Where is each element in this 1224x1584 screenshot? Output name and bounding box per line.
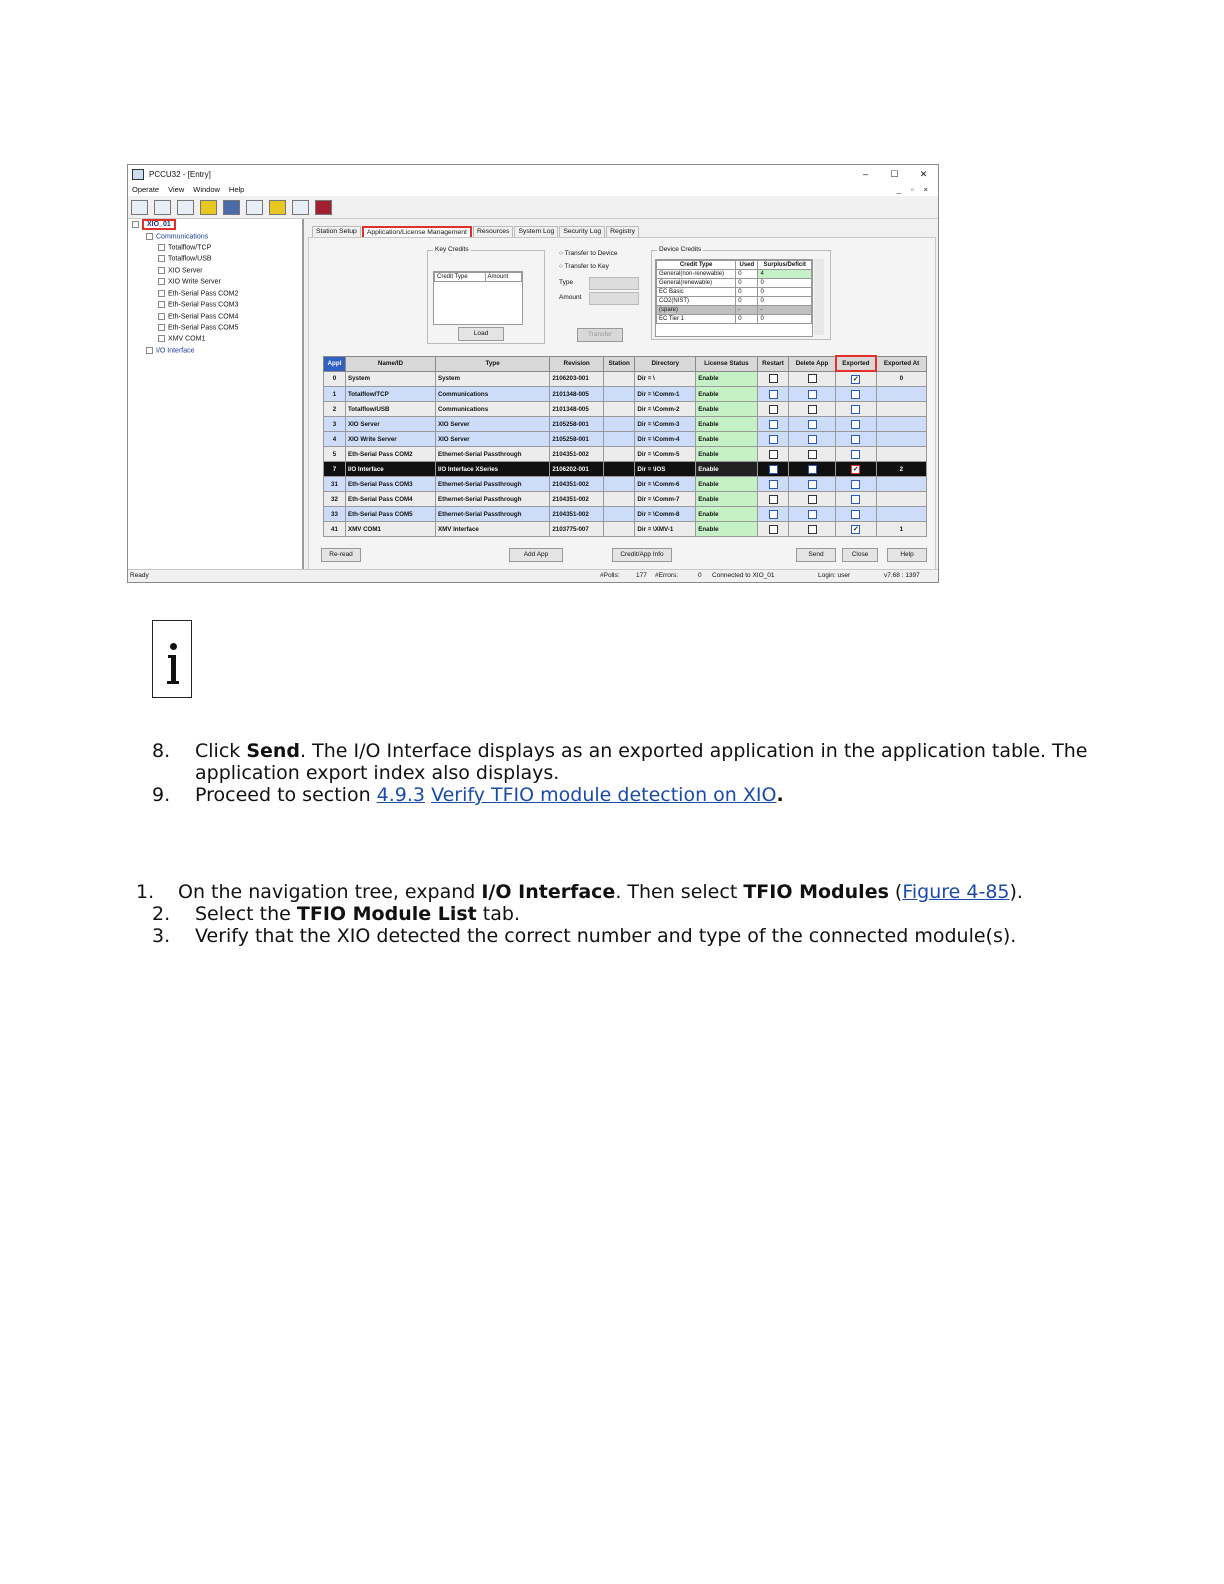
restart-cell xyxy=(757,371,789,387)
delete-app-cell xyxy=(789,432,836,447)
app-cell-at xyxy=(876,477,926,492)
app-cell-name: Totalflow/USB xyxy=(345,402,435,417)
delete-app-checkbox[interactable] xyxy=(808,465,817,474)
tree-item[interactable]: XMV COM1 xyxy=(158,335,205,342)
figure-link[interactable]: Figure 4-85 xyxy=(902,881,1010,903)
exported-checkbox[interactable] xyxy=(851,480,860,489)
tree-item[interactable]: Eth-Serial Pass COM5 xyxy=(158,324,238,331)
app-cell-at: 1 xyxy=(876,522,926,537)
delete-app-checkbox[interactable] xyxy=(808,480,817,489)
app-table-header[interactable]: Type xyxy=(435,356,549,371)
app-cell-station xyxy=(603,402,634,417)
app-icon xyxy=(132,169,144,180)
app-cell-lic: Enable xyxy=(696,507,757,522)
app-cell-dir: Dir = \Comm-3 xyxy=(635,417,696,432)
step-1-number: 1. xyxy=(136,881,155,903)
amount-label: Amount xyxy=(559,294,582,301)
help-button[interactable]: Help xyxy=(887,548,927,562)
schema-tool-icon[interactable] xyxy=(177,200,194,215)
app-cell-at xyxy=(876,432,926,447)
app-cell-at xyxy=(876,387,926,402)
delete-app-checkbox[interactable] xyxy=(808,374,817,383)
restart-cell xyxy=(757,432,789,447)
errors-value: 0 xyxy=(698,572,702,579)
menu-help[interactable]: Help xyxy=(228,185,245,194)
app-cell-name: Totalflow/TCP xyxy=(345,387,435,402)
delete-app-checkbox[interactable] xyxy=(808,390,817,399)
tree-item[interactable]: Eth-Serial Pass COM2 xyxy=(158,290,238,297)
dc-cell: 0 xyxy=(736,279,758,288)
transfer-to-device-radio[interactable]: ○ Transfer to Device xyxy=(559,250,618,257)
app-cell-rev: 2105258-001 xyxy=(550,417,604,432)
add-app-button[interactable]: Add App xyxy=(509,548,563,562)
delete-app-cell xyxy=(789,522,836,537)
dc-cell: 0 xyxy=(736,288,758,297)
send-button[interactable]: Send xyxy=(796,548,836,562)
exported-cell xyxy=(836,387,876,402)
app-cell-appl: 32 xyxy=(324,492,346,507)
dc-cell: 4 xyxy=(758,270,812,279)
app-cell-station xyxy=(603,507,634,522)
app-table-header[interactable]: Revision xyxy=(550,356,604,371)
restart-checkbox[interactable] xyxy=(769,450,778,459)
restart-checkbox[interactable] xyxy=(769,495,778,504)
dc-cell: 0 xyxy=(758,279,812,288)
app-cell-appl: 31 xyxy=(324,477,346,492)
section-link[interactable]: 4.9.3 xyxy=(376,784,426,806)
tree-root[interactable]: XIO_01 xyxy=(132,221,176,228)
app-cell-name: XIO Server xyxy=(345,417,435,432)
app-cell-type: XIO Server xyxy=(435,417,549,432)
tree-item[interactable]: XIO Server xyxy=(158,267,203,274)
tab-registry[interactable]: Registry xyxy=(606,226,639,239)
app-table-row[interactable] xyxy=(324,432,927,447)
polls-label: #Polls: xyxy=(600,572,620,579)
app-cell-rev: 2101348-005 xyxy=(550,387,604,402)
app-cell-at: 2 xyxy=(876,462,926,477)
transfer-button[interactable]: Transfer xyxy=(577,328,623,342)
app-cell-rev: 2106202-001 xyxy=(550,462,604,477)
app-cell-dir: Dir = \Comm-5 xyxy=(635,447,696,462)
app-table-row[interactable] xyxy=(324,417,927,432)
exported-checkbox[interactable] xyxy=(851,525,860,534)
app-cell-dir: Dir = \IOS xyxy=(635,462,696,477)
exported-checkbox[interactable] xyxy=(851,375,860,384)
app-cell-name: Eth-Serial Pass COM2 xyxy=(345,447,435,462)
exported-cell xyxy=(836,402,876,417)
delete-app-cell xyxy=(789,492,836,507)
app-table-row[interactable] xyxy=(324,522,927,537)
app-cell-dir: Dir = \Comm-7 xyxy=(635,492,696,507)
app-cell-dir: Dir = \Comm-1 xyxy=(635,387,696,402)
app-table-header[interactable]: Appl xyxy=(324,356,346,371)
app-cell-name: XIO Write Server xyxy=(345,432,435,447)
exported-cell xyxy=(836,462,876,477)
app-cell-appl: 33 xyxy=(324,507,346,522)
restart-cell xyxy=(757,387,789,402)
app-cell-appl: 1 xyxy=(324,387,346,402)
app-table-row[interactable] xyxy=(324,447,927,462)
exported-cell xyxy=(836,522,876,537)
device-credits-label: Device Credits xyxy=(659,246,702,253)
delete-app-checkbox[interactable] xyxy=(808,525,817,534)
app-cell-at: 0 xyxy=(876,371,926,387)
app-cell-at xyxy=(876,492,926,507)
app-cell-station xyxy=(603,492,634,507)
menu-view[interactable]: View xyxy=(168,185,185,194)
restart-cell xyxy=(757,402,789,417)
app-cell-rev: 2103775-007 xyxy=(550,522,604,537)
delete-app-cell xyxy=(789,402,836,417)
delete-app-checkbox[interactable] xyxy=(808,510,817,519)
app-cell-dir: Dir = \ xyxy=(635,371,696,387)
delete-app-cell xyxy=(789,477,836,492)
key-credits-group xyxy=(427,246,545,344)
exported-checkbox[interactable] xyxy=(851,420,860,429)
app-table-header[interactable]: Delete App xyxy=(789,356,836,371)
app-cell-dir: Dir = \XMV-1 xyxy=(635,522,696,537)
dc-cell: (spare) xyxy=(657,306,736,315)
app-cell-type: Ethernet-Serial Passthrough xyxy=(435,447,549,462)
exported-cell xyxy=(836,432,876,447)
dc-cell: EC Basic xyxy=(657,288,736,297)
info-icon xyxy=(152,620,192,698)
app-cell-rev: 2106203-001 xyxy=(550,371,604,387)
toolbar xyxy=(128,196,938,219)
dc-cell: General(renewable) xyxy=(657,279,736,288)
dc-cell: EC Tier 1 xyxy=(657,315,736,324)
dc-cell: CO2(NIST) xyxy=(657,297,736,306)
errors-label: #Errors: xyxy=(655,572,679,579)
restart-checkbox[interactable] xyxy=(769,420,778,429)
app-cell-type: Ethernet-Serial Passthrough xyxy=(435,477,549,492)
restart-checkbox[interactable] xyxy=(769,510,778,519)
delete-app-cell xyxy=(789,417,836,432)
app-table-row[interactable] xyxy=(324,492,927,507)
app-table-header[interactable]: Exported xyxy=(836,356,876,371)
step-8-text: Click Send. The I/O Interface displays as an exported application in the application table. The xyxy=(195,740,1088,762)
verify-tfio-link[interactable]: Verify TFIO module detection on XIO xyxy=(431,784,777,806)
login-status: Login: user xyxy=(818,572,851,579)
dc-cell: - xyxy=(758,306,812,315)
exported-cell xyxy=(836,507,876,522)
transfer-to-key-radio[interactable]: ○ Transfer to Key xyxy=(559,263,609,270)
app-cell-appl: 5 xyxy=(324,447,346,462)
tree-io-interface[interactable]: I/O Interface xyxy=(146,347,195,354)
app-cell-lic: Enable xyxy=(696,522,757,537)
dc-header: Used xyxy=(736,261,758,270)
restart-cell xyxy=(757,522,789,537)
app-cell-lic: Enable xyxy=(696,371,757,387)
minimize-button[interactable]: – xyxy=(862,168,868,179)
app-cell-name: Eth-Serial Pass COM4 xyxy=(345,492,435,507)
key-credits-table[interactable] xyxy=(433,271,523,325)
type-select[interactable] xyxy=(589,277,639,290)
app-cell-station xyxy=(603,387,634,402)
dc-header: Credit Type xyxy=(657,261,736,270)
exported-checkbox[interactable] xyxy=(851,405,860,414)
delete-app-cell xyxy=(789,507,836,522)
step-2-number: 2. xyxy=(152,903,171,925)
application-table xyxy=(323,355,927,537)
delete-app-cell xyxy=(789,447,836,462)
load-button[interactable]: Load xyxy=(458,327,504,341)
tree-item[interactable]: Totalflow/TCP xyxy=(158,244,211,251)
app-cell-lic: Enable xyxy=(696,387,757,402)
entry-tool-icon[interactable] xyxy=(131,200,148,215)
app-cell-station xyxy=(603,432,634,447)
tab-station-setup[interactable]: Station Setup xyxy=(312,226,361,239)
app-cell-name: XMV COM1 xyxy=(345,522,435,537)
print-tool-icon[interactable] xyxy=(246,200,263,215)
app-table-row[interactable] xyxy=(324,402,927,417)
app-cell-dir: Dir = \Comm-2 xyxy=(635,402,696,417)
tab-system-log[interactable]: System Log xyxy=(514,226,558,239)
help-book-icon[interactable] xyxy=(315,200,332,215)
app-cell-at xyxy=(876,402,926,417)
restart-cell xyxy=(757,447,789,462)
dc-cell: 0 xyxy=(758,297,812,306)
tab-application-license[interactable]: Application/License Management xyxy=(362,226,472,239)
credit-app-info-button[interactable]: Credit/App Info xyxy=(612,548,672,562)
app-table-header[interactable]: License Status xyxy=(696,356,757,371)
app-cell-lic: Enable xyxy=(696,477,757,492)
app-cell-appl: 41 xyxy=(324,522,346,537)
app-cell-name: Eth-Serial Pass COM3 xyxy=(345,477,435,492)
delete-app-checkbox[interactable] xyxy=(808,495,817,504)
app-table-row[interactable] xyxy=(324,387,927,402)
exported-cell xyxy=(836,477,876,492)
app-cell-appl: 7 xyxy=(324,462,346,477)
collect-tool-icon[interactable] xyxy=(154,200,171,215)
app-cell-type: XIO Server xyxy=(435,432,549,447)
app-cell-lic: Enable xyxy=(696,417,757,432)
tree-item[interactable]: Eth-Serial Pass COM3 xyxy=(158,301,238,308)
type-label: Type xyxy=(559,279,574,286)
restart-cell xyxy=(757,507,789,522)
app-cell-station xyxy=(603,522,634,537)
menu-window[interactable]: Window xyxy=(193,185,220,194)
step-3-number: 3. xyxy=(152,925,171,947)
app-table-header[interactable]: Restart xyxy=(757,356,789,371)
app-cell-rev: 2104351-002 xyxy=(550,492,604,507)
exported-checkbox[interactable] xyxy=(851,390,860,399)
dc-cell: 0 xyxy=(736,297,758,306)
status-ready: Ready xyxy=(130,572,149,579)
exported-checkbox[interactable] xyxy=(851,495,860,504)
restart-checkbox[interactable] xyxy=(769,480,778,489)
pccu-window xyxy=(127,164,939,583)
app-cell-type: I/O Interface XSeries xyxy=(435,462,549,477)
app-cell-lic: Enable xyxy=(696,402,757,417)
step-9-text: Proceed to section 4.9.3 Verify TFIO module detection on XIO. xyxy=(195,784,784,806)
step-3-text: Verify that the XIO detected the correct number and type of the connected module(s). xyxy=(195,925,1017,947)
app-table-row[interactable] xyxy=(324,507,927,522)
exported-checkbox[interactable] xyxy=(851,465,860,474)
tree-item[interactable]: XIO Write Server xyxy=(158,278,221,285)
restart-cell xyxy=(757,417,789,432)
amount-select[interactable] xyxy=(589,292,639,305)
dc-cell: 0 xyxy=(758,288,812,297)
delete-app-cell xyxy=(789,387,836,402)
version-status: v7.68 : 1397 xyxy=(884,572,920,579)
exported-cell xyxy=(836,371,876,387)
dc-cell: 0 xyxy=(736,270,758,279)
tree-communications[interactable]: Communications xyxy=(146,233,208,240)
io-tool-icon[interactable] xyxy=(269,200,286,215)
app-table-row[interactable] xyxy=(324,462,927,477)
restart-checkbox[interactable] xyxy=(769,374,778,383)
app-cell-station xyxy=(603,447,634,462)
title-bar xyxy=(128,165,938,183)
calibrate-tool-icon[interactable] xyxy=(223,200,240,215)
key-credits-label: Key Credits xyxy=(435,246,469,253)
app-table-header[interactable]: Name/ID xyxy=(345,356,435,371)
app-cell-appl: 3 xyxy=(324,417,346,432)
app-cell-rev: 2104351-002 xyxy=(550,477,604,492)
exported-cell xyxy=(836,417,876,432)
exported-checkbox[interactable] xyxy=(851,435,860,444)
app-cell-type: Communications xyxy=(435,402,549,417)
app-cell-station xyxy=(603,371,634,387)
app-cell-at xyxy=(876,507,926,522)
device-credits-table[interactable] xyxy=(655,259,813,337)
refresh-tool-icon[interactable] xyxy=(200,200,217,215)
app-cell-dir: Dir = \Comm-4 xyxy=(635,432,696,447)
exported-cell xyxy=(836,492,876,507)
app-cell-appl: 0 xyxy=(324,371,346,387)
app-cell-station xyxy=(603,477,634,492)
maximize-button[interactable]: ☐ xyxy=(890,168,899,179)
device-credits-group xyxy=(651,246,831,340)
delete-app-checkbox[interactable] xyxy=(808,435,817,444)
app-cell-type: XMV Interface xyxy=(435,522,549,537)
dc-cell: General(non-renewable) xyxy=(657,270,736,279)
setup-tool-icon[interactable] xyxy=(292,200,309,215)
app-table-header[interactable]: Station xyxy=(603,356,634,371)
exported-checkbox[interactable] xyxy=(851,510,860,519)
device-credits-scrollbar[interactable] xyxy=(814,259,824,335)
app-cell-dir: Dir = \Comm-8 xyxy=(635,507,696,522)
step-8-number: 8. xyxy=(152,740,171,762)
app-cell-name: System xyxy=(345,371,435,387)
app-cell-rev: 2104351-002 xyxy=(550,447,604,462)
navigation-tree xyxy=(128,219,304,571)
restart-cell xyxy=(757,477,789,492)
restart-checkbox[interactable] xyxy=(769,525,778,534)
app-cell-rev: 2101348-005 xyxy=(550,402,604,417)
amount-header: Amount xyxy=(485,273,521,282)
restart-checkbox[interactable] xyxy=(769,390,778,399)
app-cell-lic: Enable xyxy=(696,492,757,507)
step-9-number: 9. xyxy=(152,784,171,806)
step-8-text-cont: application export index also displays. xyxy=(195,762,560,784)
app-cell-at xyxy=(876,417,926,432)
close-window-button[interactable]: ✕ xyxy=(919,168,928,179)
credit-type-header: Credit Type xyxy=(435,273,486,282)
app-cell-station xyxy=(603,417,634,432)
app-cell-name: I/O Interface xyxy=(345,462,435,477)
mdi-controls[interactable]: _ ▫ × xyxy=(896,185,932,194)
restart-cell xyxy=(757,462,789,477)
tree-item[interactable]: Eth-Serial Pass COM4 xyxy=(158,313,238,320)
app-license-panel xyxy=(308,237,936,571)
app-table-header[interactable]: Directory xyxy=(635,356,696,371)
menu-operate[interactable]: Operate xyxy=(132,185,160,194)
tab-security-log[interactable]: Security Log xyxy=(559,226,605,239)
app-cell-type: Ethernet-Serial Passthrough xyxy=(435,492,549,507)
step-2-text: Select the TFIO Module List tab. xyxy=(195,903,520,925)
app-cell-rev: 2104351-002 xyxy=(550,507,604,522)
delete-app-cell xyxy=(789,371,836,387)
delete-app-checkbox[interactable] xyxy=(808,420,817,429)
dc-cell: 0 xyxy=(758,315,812,324)
connection-status: Connected to XIO_01 xyxy=(712,572,775,579)
app-cell-type: System xyxy=(435,371,549,387)
reread-button[interactable]: Re-read xyxy=(321,548,361,562)
delete-app-checkbox[interactable] xyxy=(808,405,817,414)
app-cell-at xyxy=(876,447,926,462)
app-cell-lic: Enable xyxy=(696,447,757,462)
restart-checkbox[interactable] xyxy=(769,435,778,444)
app-cell-appl: 2 xyxy=(324,402,346,417)
polls-value: 177 xyxy=(636,572,647,579)
restart-cell xyxy=(757,492,789,507)
dc-cell: 0 xyxy=(736,315,758,324)
app-cell-lic: Enable xyxy=(696,432,757,447)
dc-header: Surplus/Deficit xyxy=(758,261,812,270)
app-cell-name: Eth-Serial Pass COM5 xyxy=(345,507,435,522)
app-cell-lic: Enable xyxy=(696,462,757,477)
tab-resources[interactable]: Resources xyxy=(473,226,514,239)
app-cell-appl: 4 xyxy=(324,432,346,447)
app-table-row[interactable] xyxy=(324,371,927,387)
delete-app-cell xyxy=(789,462,836,477)
close-button[interactable]: Close xyxy=(842,548,878,562)
menu-bar xyxy=(128,183,938,196)
app-cell-rev: 2105258-001 xyxy=(550,432,604,447)
restart-checkbox[interactable] xyxy=(769,405,778,414)
tree-item[interactable]: Totalflow/USB xyxy=(158,255,212,262)
app-cell-type: Ethernet-Serial Passthrough xyxy=(435,507,549,522)
exported-cell xyxy=(836,447,876,462)
app-cell-station xyxy=(603,462,634,477)
status-bar xyxy=(128,569,938,582)
exported-checkbox[interactable] xyxy=(851,450,860,459)
delete-app-checkbox[interactable] xyxy=(808,450,817,459)
window-title: PCCU32 - [Entry] xyxy=(149,169,211,179)
app-cell-type: Communications xyxy=(435,387,549,402)
restart-checkbox[interactable] xyxy=(769,465,778,474)
dc-cell: - xyxy=(736,306,758,315)
app-cell-dir: Dir = \Comm-6 xyxy=(635,477,696,492)
app-table-header[interactable]: Exported At xyxy=(876,356,926,371)
app-table-row[interactable] xyxy=(324,477,927,492)
step-1-text: On the navigation tree, expand I/O Interface. Then select TFIO Modules (Figure 4-85). xyxy=(178,881,1023,903)
